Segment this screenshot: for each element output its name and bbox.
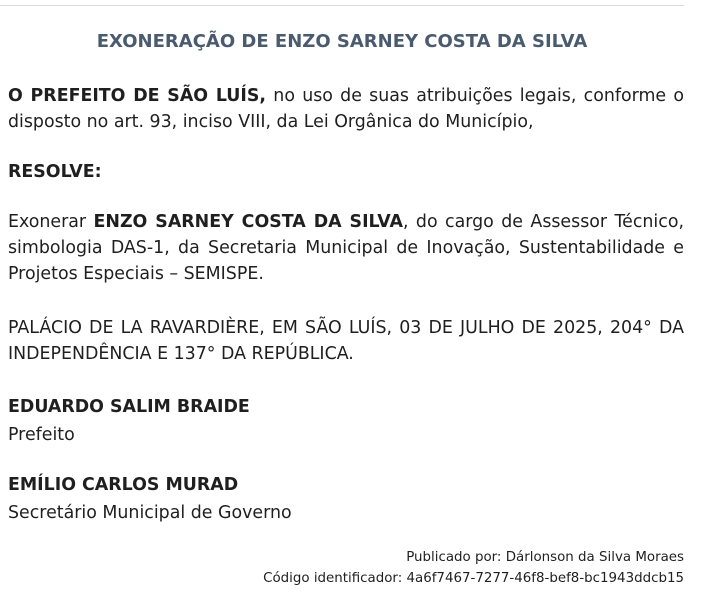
intro-text: no uso de suas atribuições legais, conforme o disposto no art. 93, inciso VIII, da Lei Orgânica do Município, [8, 86, 684, 132]
body-text-start: Exonerar [8, 212, 94, 232]
document-title: EXONERAÇÃO DE ENZO SARNEY COSTA DA SILVA [96, 31, 588, 52]
signature-name-secretary: EMÍLIO CARLOS MURAD [8, 475, 239, 495]
footer-identifier: Código identificador: 4a6f7467-7277-46f8-bef8-bc1943ddcb15 [263, 571, 684, 586]
body-text-end: , do cargo de Assessor Técnico, simbologia DAS-1, da Secretaria Municipal de Inovação, Sustentabilidade e Projetos Especiais – SEMISPE. [8, 212, 684, 284]
top-divider [0, 5, 684, 6]
signature-role-secretary: Secretário Municipal de Governo [8, 503, 292, 523]
resolve-label: RESOLVE: [8, 162, 102, 182]
signature-role-mayor: Prefeito [8, 425, 75, 445]
signature-name-mayor: EDUARDO SALIM BRAIDE [8, 397, 250, 417]
person-name: ENZO SARNEY COSTA DA SILVA [93, 212, 403, 232]
body-paragraph [8, 209, 684, 287]
resolve-heading [8, 159, 684, 185]
footer-published-by: Publicado por: Dárlonson da Silva Moraes [406, 550, 684, 565]
date-place-paragraph: PALÁCIO DE LA RAVARDIÈRE, EM SÃO LUÍS, 03 DE JULHO DE 2025, 204° DA INDEPENDÊNCIA E 137° DA REPÚBLICA. [8, 318, 684, 364]
intro-lead: O PREFEITO DE SÃO LUÍS, [8, 86, 267, 106]
intro-paragraph [8, 83, 684, 135]
